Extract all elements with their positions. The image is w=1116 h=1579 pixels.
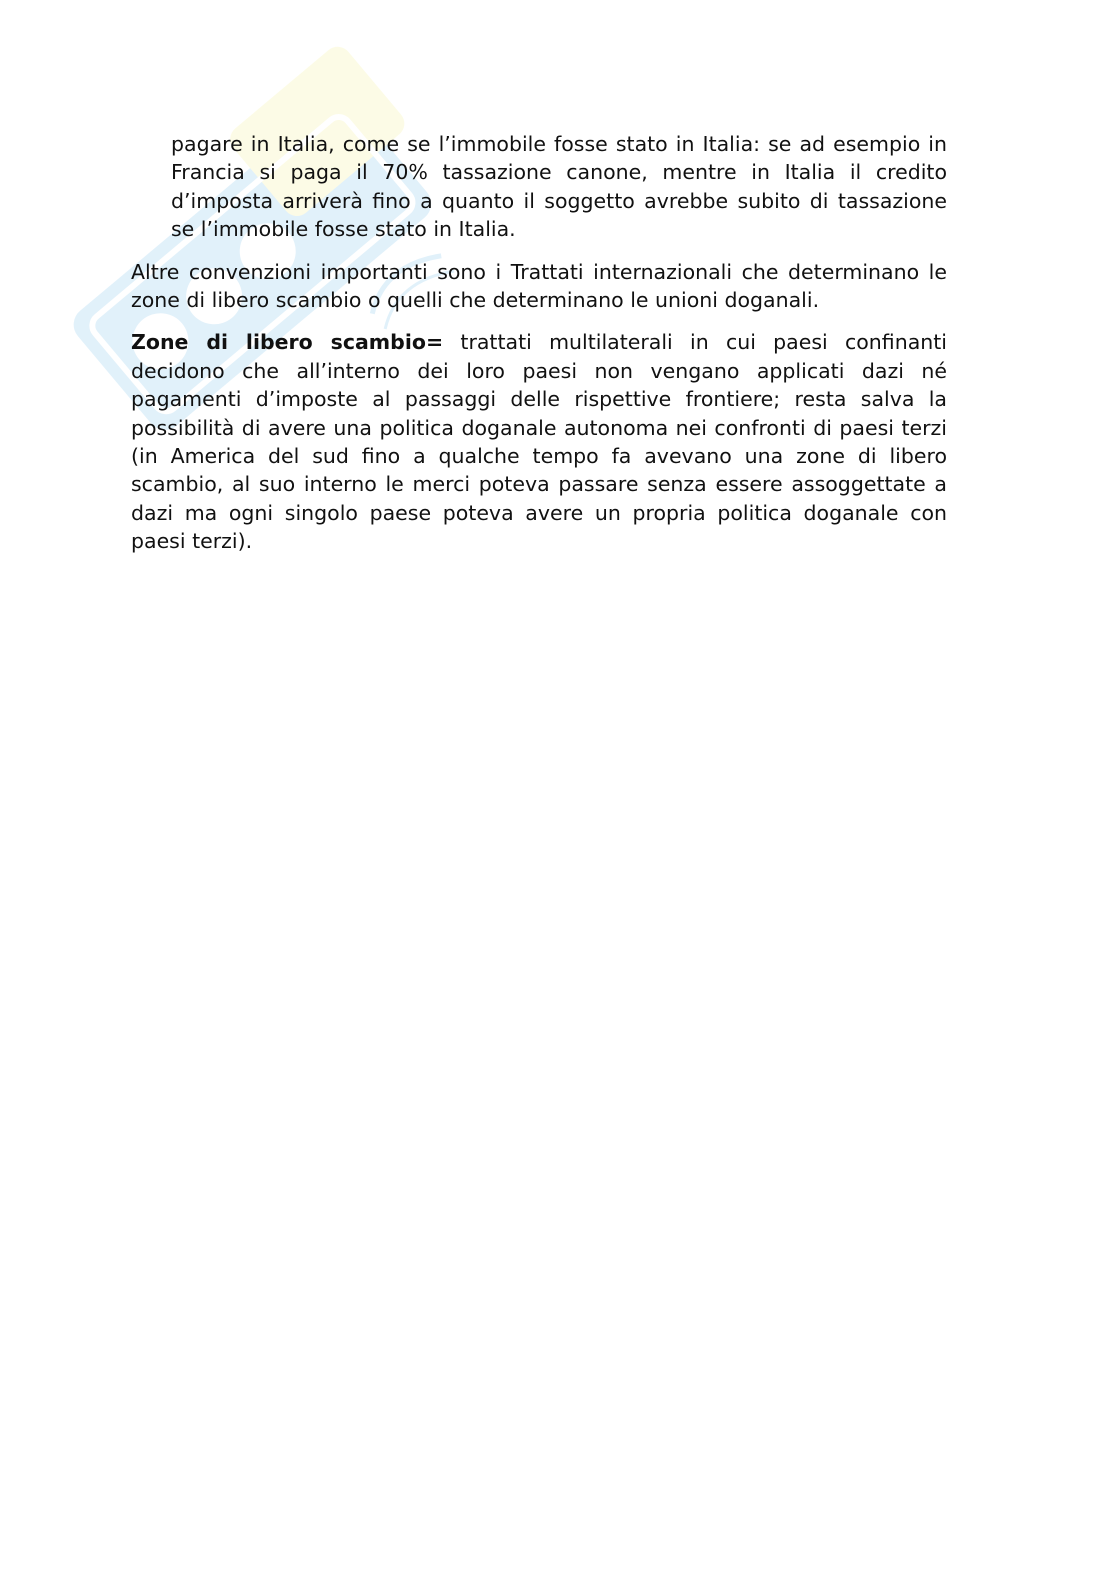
defined-term: Zone di libero scambio= [131, 330, 444, 355]
paragraph-text: trattati multilaterali in cui paesi confinanti decidono che all’interno dei loro paesi non vengano applicati dazi né pagamenti d’imposte al passaggi delle rispettive frontiere; resta salva la possibilità di avere una politica doganale autonoma nei confronti di paesi terzi (in America del sud fino a qualche tempo fa avevano una zone di libero scambio, al suo interno le merci poteva passare senza essere assoggettate a dazi ma ogni singolo paese poteva avere un propria politica doganale con paesi terzi). [131, 330, 947, 554]
paragraph-text: Altre convenzioni importanti sono i Trattati internazionali che determinano le zone di libero scambio o quelli che determinano le unioni doganali. [131, 259, 947, 313]
paragraph-credito-imposta [131, 130, 947, 244]
document-body [131, 130, 947, 570]
paragraph-zone-libero-scambio [131, 328, 947, 555]
paragraph-text: pagare in Italia, come se l’immobile fosse stato in Italia: se ad esempio in Francia si paga il 70% tassazione canone, mentre in Italia il credito d’imposta arriverà fino a quanto il soggetto avrebbe subito di tassazione se l’immobile fosse stato in Italia. [171, 132, 947, 242]
paragraph-altre-convenzioni [131, 258, 947, 315]
